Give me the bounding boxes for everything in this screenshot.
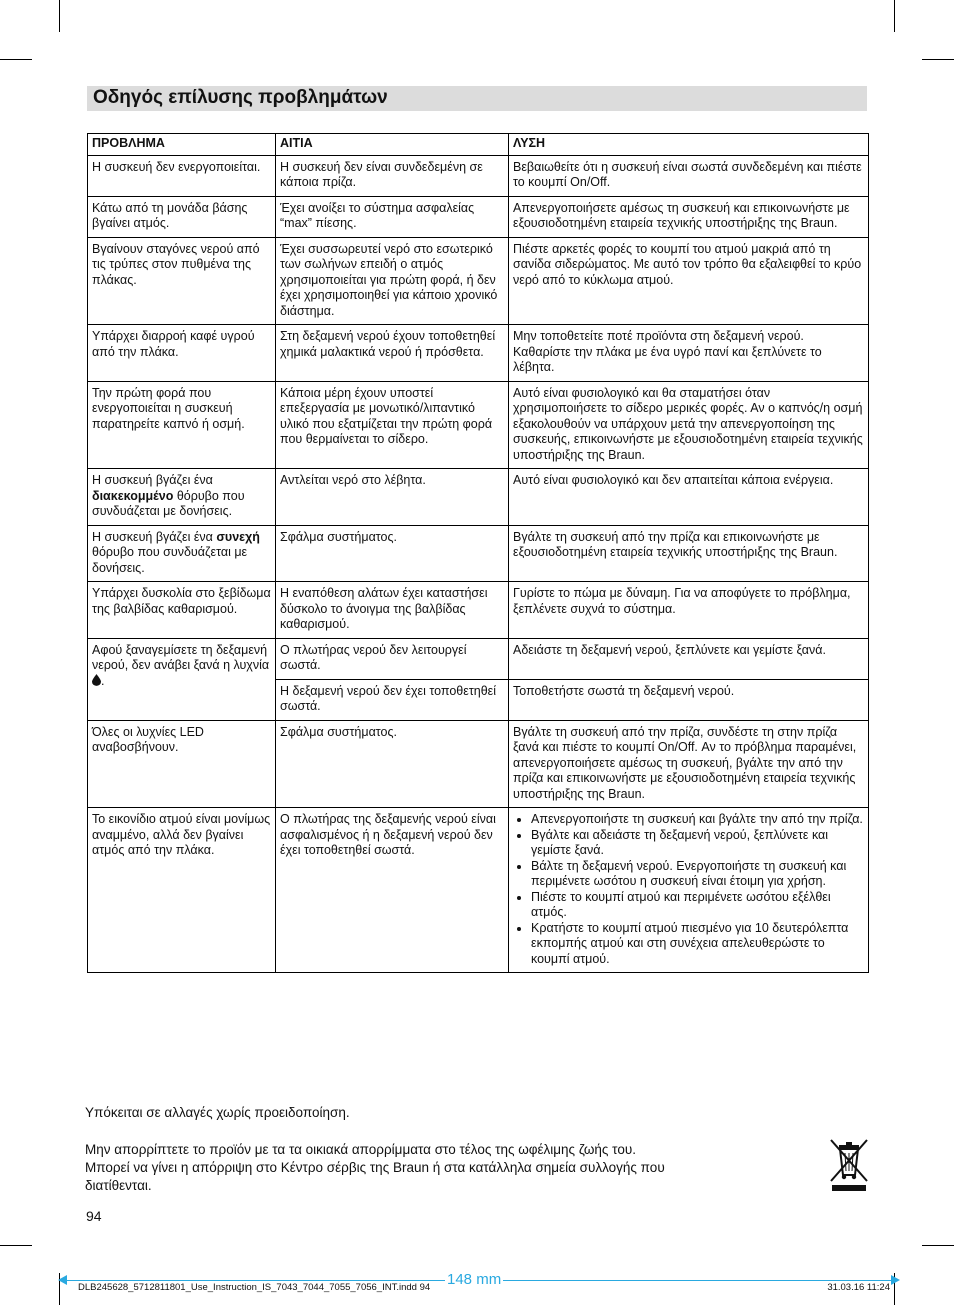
solution-cell: Μην τοποθετείτε ποτέ προϊόντα στη δεξαμενή νερού. Καθαρίστε την πλάκα με ένα υγρό πανί και ξεπλύνετε το λέβητα. xyxy=(509,325,869,382)
problem-text: Η συσκευή βγάζει ένα xyxy=(92,473,213,487)
solution-cell: Βγάλτε τη συσκευή από την πρίζα, συνδέστε τη στην πρίζα ξανά και πιέστε το κουμπί On/Off. Αν το πρόβλημα παραμένει, απενεργοποιήσετε αμέσως τη συσκευή, βγάλτε την από την πρίζα και επικοινωνήστε με εξουσιοδοτημένη εταιρεία τεχνικής υποστήριξης της Braun. xyxy=(509,720,869,808)
solution-cell: Πιέστε αρκετές φορές το κουμπί του ατμού μακριά από τη σανίδα σιδερώματος. Με αυτό τον τρόπο θα εξαλειφθεί το κρύο νερό από το κύκλωμα ατμού. xyxy=(509,237,869,325)
solution-cell: Απενεργοποιήσετε αμέσως τη συσκευή και επικοινωνήστε με εξουσιοδοτημένη εταιρεία τεχνικής υποστήριξης της Braun. xyxy=(509,196,869,237)
cause-cell: Η συσκευή δεν είναι συνδεδεμένη σε κάποια πρίζα. xyxy=(276,155,509,196)
troubleshooting-table xyxy=(87,133,869,973)
page-title: Οδηγός επίλυσης προβλημάτων xyxy=(93,87,388,108)
crop-mark xyxy=(0,59,32,60)
water-drop-icon xyxy=(92,674,101,686)
cause-cell: Σφάλμα συστήματος. xyxy=(276,720,509,808)
disposal-line: διατίθενται. xyxy=(85,1178,152,1193)
list-item: • Βάλτε τη δεξαμενή νερού. Ενεργοποιήστε τη συσκευή και περιμένετε ωσότου η συσκευή είναι έτοιμη για χρήση. xyxy=(531,859,864,890)
problem-text: θόρυβο που συνδυάζεται με δονήσεις. xyxy=(92,488,245,518)
solution-cell: Αδειάστε τη δεξαμενή νερού, ξεπλύνετε και γεμίστε ξανά. xyxy=(509,638,869,679)
column-header-solution: ΛΥΣΗ xyxy=(509,134,869,156)
table-row xyxy=(88,638,869,679)
list-item: • Απενεργοποιήστε τη συσκευή και βγάλτε την από την πρίζα. xyxy=(531,812,864,828)
arrow-left-icon xyxy=(58,1275,67,1285)
slug-filename: DLB245628_5712811801_Use_Instruction_IS_7043_7044_7055_7056_INT.indd 94 xyxy=(78,1282,431,1293)
problem-text: Η συσκευή βγάζει ένα xyxy=(92,529,217,544)
problem-cell: Υπάρχει δυσκολία στο ξεβίδωμα της βαλβίδας καθαρισμού. xyxy=(88,582,276,639)
disposal-line: Μην απορρίπτετε το προϊόν με τα τα οικιακά απορρίμματα στο τέλος της ωφέλιμης ζωής του. xyxy=(85,1142,636,1157)
problem-cell: Την πρώτη φορά που ενεργοποιείται η συσκευή παρατηρείτε καπνό ή οσμή. xyxy=(88,381,276,469)
arrow-right-icon xyxy=(891,1275,900,1285)
problem-cell xyxy=(88,469,276,526)
problem-text: θόρυβο που συνδυάζεται με δονήσεις. xyxy=(92,545,248,575)
table-row xyxy=(88,237,869,325)
cause-cell: Σφάλμα συστήματος. xyxy=(276,525,509,582)
crop-mark xyxy=(0,1245,32,1246)
problem-emphasis: διακεκομμένο xyxy=(92,488,174,503)
disposal-line: Μπορεί να γίνει η απόρριψη στο Κέντρο σέρβις της Braun ή στα κατάλληλα σημεία συλλογής που xyxy=(85,1160,665,1175)
column-header-problem: ΠΡΟΒΛΗΜΑ xyxy=(88,134,276,156)
cause-cell: Η δεξαμενή νερού δεν έχει τοποθετηθεί σωστά. xyxy=(276,679,509,720)
print-slug xyxy=(60,1271,898,1294)
cause-cell: Ο πλωτήρας της δεξαμενής νερού είναι ασφαλισμένος ή η δεξαμενή νερού δεν έχει τοποθετηθεί σωστά. xyxy=(276,808,509,973)
solution-cell: Βεβαιωθείτε ότι η συσκευή είναι σωστά συνδεδεμένη και πιέστε το κουμπί On/Off. xyxy=(509,155,869,196)
list-item: • Κρατήστε το κουμπί ατμού πιεσμένο για 10 δευτερόλεπτα εκπομπής ατμού και στη συνέχεια απελευθερώστε το κουμπί ατμού. xyxy=(531,921,864,968)
cause-cell: Έχει συσσωρευτεί νερό στο εσωτερικό των σωλήνων επειδή ο ατμός χρησιμοποιείται για πρώτη φορά, ή δεν έχει χρησιμοποιηθεί για κάποιο χρονικό διάστημα. xyxy=(276,237,509,325)
page-number: 94 xyxy=(86,1208,102,1224)
cause-cell: Η εναπόθεση αλάτων έχει καταστήσει δύσκολο το άνοιγμα της βαλβίδας καθαρισμού. xyxy=(276,582,509,639)
list-item: • Βγάλτε και αδειάστε τη δεξαμενή νερού, ξεπλύνετε και γεμίστε ξανά. xyxy=(531,828,864,859)
problem-cell xyxy=(88,638,276,720)
table-row xyxy=(88,720,869,808)
cause-cell: Κάποια μέρη έχουν υποστεί επεξεργασία με μονωτικό/λιπαντικό υλικό που εξατμίζεται την πρώτη φορά που θερμαίνεται το σίδερο. xyxy=(276,381,509,469)
change-notice: Υπόκειται σε αλλαγές χωρίς προειδοποίηση. xyxy=(85,1105,350,1120)
cause-cell: Ο πλωτήρας νερού δεν λειτουργεί σωστά. xyxy=(276,638,509,679)
problem-cell: Βγαίνουν σταγόνες νερού από τις τρύπες στον πυθμένα της πλάκας. xyxy=(88,237,276,325)
slug-width-label: 148 mm xyxy=(447,1271,502,1288)
problem-cell: Κάτω από τη μονάδα βάσης βγαίνει ατμός. xyxy=(88,196,276,237)
solution-cell: Βγάλτε τη συσκευή από την πρίζα και επικοινωνήστε με εξουσιοδοτημένη εταιρεία τεχνικής υποστήριξης της Braun. xyxy=(509,525,869,582)
list-item: • Πιέστε το κουμπί ατμού και περιμένετε ωσότου εξέλθει ατμός. xyxy=(531,890,864,921)
table-row xyxy=(88,381,869,469)
solution-cell: Γυρίστε το πώμα με δύναμη. Για να αποφύγετε το πρόβλημα, ξεπλένετε συχνά το σύστημα. xyxy=(509,582,869,639)
table-row xyxy=(88,469,869,526)
table-row xyxy=(88,808,869,973)
solution-cell: Αυτό είναι φυσιολογικό και δεν απαιτείται κάποια ενέργεια. xyxy=(509,469,869,526)
solution-cell: Αυτό είναι φυσιολογικό και θα σταματήσει όταν χρησιμοποιήσετε το σίδερο μερικές φορές. Αν ο καπνός/η οσμή εξακολουθούν να υπάρχουν μετά την απενεργοποίηση της συσκευής, επικοινωνήστε με εξουσιοδοτημένη εταιρεία τεχνικής υποστήριξης της Braun. xyxy=(509,381,869,469)
crop-mark xyxy=(922,59,954,60)
table-row xyxy=(88,525,869,582)
column-header-cause: ΑΙΤΙΑ xyxy=(276,134,509,156)
crop-mark xyxy=(922,1245,954,1246)
table-row xyxy=(88,582,869,639)
table-row xyxy=(88,155,869,196)
problem-cell: Υπάρχει διαρροή καφέ υγρού από την πλάκα. xyxy=(88,325,276,382)
crop-mark xyxy=(59,0,60,32)
cause-cell: Στη δεξαμενή νερού έχουν τοποθετηθεί χημικά μαλακτικά νερού ή πρόσθετα. xyxy=(276,325,509,382)
table-row xyxy=(88,325,869,382)
cause-cell: Αντλείται νερό στο λέβητα. xyxy=(276,469,509,526)
problem-cell: Όλες οι λυχνίες LED αναβοσβήνουν. xyxy=(88,720,276,808)
cause-cell: Έχει ανοίξει το σύστημα ασφαλείας “max” πίεσης. xyxy=(276,196,509,237)
table-row xyxy=(88,196,869,237)
problem-cell xyxy=(88,525,276,582)
section-title-bar xyxy=(87,86,867,111)
crop-mark xyxy=(894,0,895,32)
slug-date: 31.03.16 11:24 xyxy=(827,1282,890,1293)
solution-cell xyxy=(509,808,869,973)
solution-steps-list xyxy=(513,812,864,967)
problem-emphasis: συνεχή xyxy=(216,529,260,544)
problem-text: Αφού ξαναγεμίσετε τη δεξαμενή νερού, δεν ανάβει ξανά η λυχνία xyxy=(92,642,270,672)
table-header-row xyxy=(88,134,869,156)
disposal-notice xyxy=(85,1141,805,1195)
crossed-bin-icon xyxy=(828,1137,870,1192)
problem-cell: Το εικονίδιο ατμού είναι μονίμως αναμμένο, αλλά δεν βγαίνει ατμός από την πλάκα. xyxy=(88,808,276,973)
solution-cell: Τοποθετήστε σωστά τη δεξαμενή νερού. xyxy=(509,679,869,720)
problem-cell: Η συσκευή δεν ενεργοποιείται. xyxy=(88,155,276,196)
problem-text: . xyxy=(101,673,105,688)
